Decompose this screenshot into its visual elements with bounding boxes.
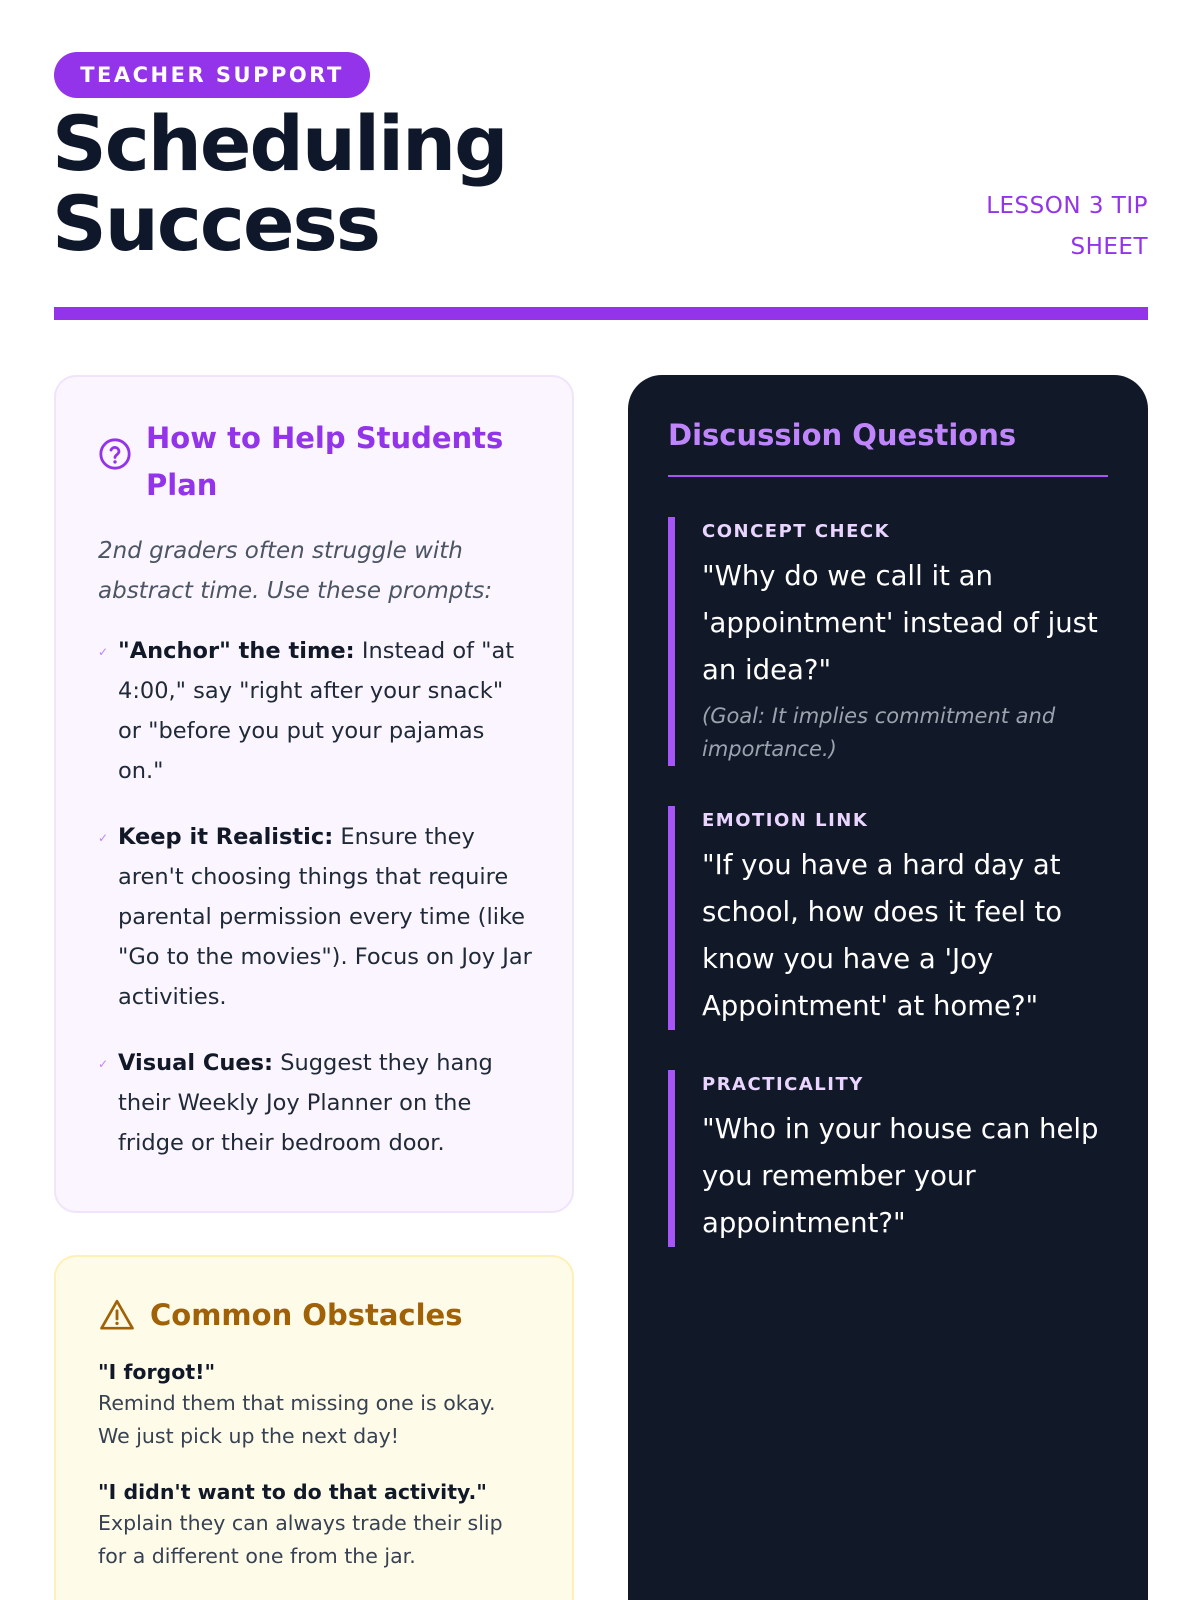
tip-heading: Keep it Realistic: bbox=[118, 824, 334, 850]
question-item bbox=[668, 806, 1108, 1030]
check-icon: ✓ bbox=[98, 1057, 109, 1071]
question-text: "Who in your house can help you remember your appointment?" bbox=[702, 1113, 1099, 1239]
tip-body: Suggest they hang their Weekly Joy Planner on the fridge or their bedroom door. bbox=[118, 1050, 493, 1156]
obstacle-quote: "I forgot!" bbox=[98, 1360, 216, 1384]
question-goal-note: (Goal: It implies commitment and importance.) bbox=[702, 704, 1056, 761]
obstacle-answer: Explain they can always trade their slip for a different one from the jar. bbox=[98, 1511, 503, 1568]
tip-body: Instead of "at 4:00," say "right after your snack" or "before you put your pajamas on." bbox=[118, 638, 515, 784]
page-title-line-1: Scheduling bbox=[52, 99, 507, 188]
question-label: CONCEPT CHECK bbox=[702, 521, 891, 542]
tip-heading: Visual Cues: bbox=[118, 1050, 274, 1076]
question-item bbox=[668, 1070, 1108, 1247]
obstacle-item bbox=[98, 1477, 532, 1573]
page-title-line-2: Success bbox=[52, 179, 379, 268]
obstacle-answer: Remind them that missing one is okay. We just pick up the next day! bbox=[98, 1391, 496, 1448]
category-badge: TEACHER SUPPORT bbox=[54, 52, 370, 98]
help-card-title: How to Help Students Plan bbox=[146, 421, 504, 502]
tip-item bbox=[98, 631, 532, 791]
question-label: EMOTION LINK bbox=[702, 810, 869, 831]
check-icon: ✓ bbox=[98, 831, 109, 845]
discussion-divider bbox=[668, 475, 1108, 477]
tip-item bbox=[98, 817, 532, 1017]
help-students-plan-card bbox=[54, 375, 574, 1213]
tip-heading: "Anchor" the time: bbox=[118, 638, 355, 664]
question-circle-icon bbox=[98, 437, 132, 471]
help-card-intro: 2nd graders often struggle with abstract time. Use these prompts: bbox=[98, 538, 493, 604]
question-text: "Why do we call it an 'appointment' instead of just an idea?" bbox=[702, 560, 1098, 686]
question-text: "If you have a hard day at school, how does it feel to know you have a 'Joy Appointment' at home?" bbox=[702, 849, 1063, 1022]
tip-body: Ensure they aren't choosing things that require parental permission every time (like "Go to the movies"). Focus on Joy Jar activities. bbox=[118, 824, 532, 1010]
tip-text bbox=[118, 631, 532, 791]
help-card-header bbox=[98, 415, 532, 509]
question-label: PRACTICALITY bbox=[702, 1074, 864, 1095]
obstacles-card-title: Common Obstacles bbox=[150, 1298, 463, 1332]
tip-text bbox=[118, 817, 532, 1017]
tips-list bbox=[98, 631, 532, 1163]
check-icon: ✓ bbox=[98, 645, 109, 659]
obstacle-quote: "I didn't want to do that activity." bbox=[98, 1480, 487, 1504]
tip-item bbox=[98, 1043, 532, 1163]
obstacle-item bbox=[98, 1357, 532, 1453]
warning-triangle-icon bbox=[98, 1297, 136, 1333]
tip-text bbox=[118, 1043, 532, 1163]
lesson-subtitle: LESSON 3 TIP SHEET bbox=[986, 193, 1148, 260]
header-divider bbox=[54, 307, 1148, 320]
page-title bbox=[52, 99, 692, 268]
obstacles-card-header bbox=[98, 1297, 532, 1333]
common-obstacles-card bbox=[54, 1255, 574, 1600]
discussion-title: Discussion Questions bbox=[668, 418, 1017, 452]
discussion-questions-panel bbox=[628, 375, 1148, 1600]
question-item bbox=[668, 517, 1108, 766]
